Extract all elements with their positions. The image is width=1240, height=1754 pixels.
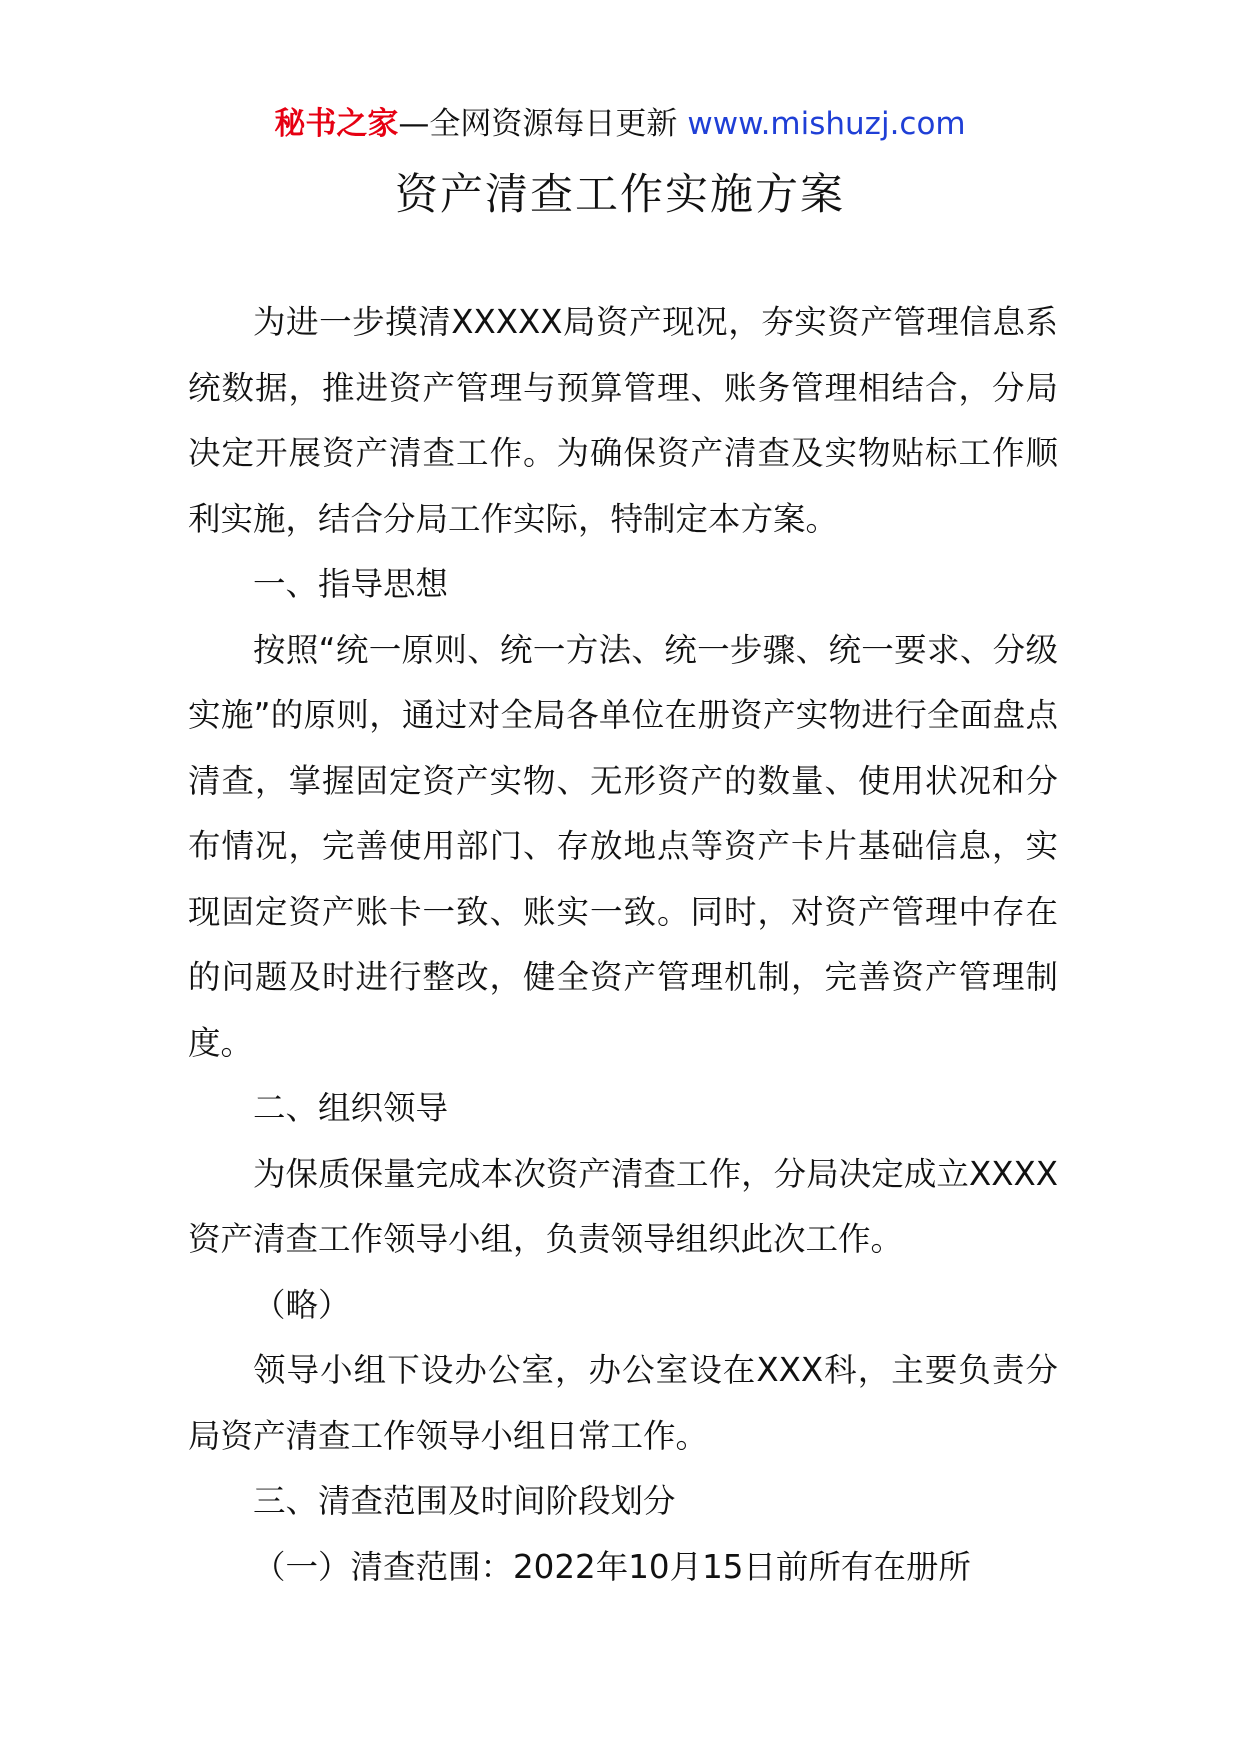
document-body [188,290,1058,1600]
office-paragraph: 领导小组下设办公室，办公室设在XXX科，主要负责分局资产清查工作领导小组日常工作。 [188,1351,1058,1455]
section-heading-scope: 三、清查范围及时间阶段划分 [253,1482,676,1520]
organization-paragraph: 为保质保量完成本次资产清查工作，分局决定成立XXXX资产清查工作领导小组，负责领导组织此次工作。 [188,1154,1058,1258]
section-heading-organization: 二、组织领导 [253,1089,449,1127]
omitted-note: （略） [253,1285,351,1324]
site-slogan: —全网资源每日更新 [398,106,678,142]
site-brand: 秘书之家 [274,106,399,142]
site-url-link[interactable]: www.mishuzj.com [687,106,966,142]
guiding-ideology-paragraph: 按照“统一原则、统一方法、统一步骤、统一要求、分级实施”的原则，通过对全局各单位在册资产实物进行全面盘点清查，掌握固定资产实物、无形资产的数量、使用状况和分布情况，完善使用部门、存放地点等资产卡片基础信息，实现固定资产账卡一致、账实一致。同时，对资产管理中存在的问题及时进行整改，健全资产管理机制，完善资产管理制度。 [188,630,1058,1062]
intro-paragraph: 为进一步摸清XXXXX局资产现况，夯实资产管理信息系统数据，推进资产管理与预算管理、账务管理相结合，分局决定开展资产清查工作。为确保资产清查及实物贴标工作顺利实施，结合分局工作实际，特制定本方案。 [188,303,1058,538]
document-title: 资产清查工作实施方案 [395,170,845,220]
scope-paragraph: （一）清查范围：2022年10月15日前所有在册所 [253,1547,971,1586]
section-heading-guiding-ideology: 一、指导思想 [253,565,449,603]
site-banner [0,100,1240,148]
